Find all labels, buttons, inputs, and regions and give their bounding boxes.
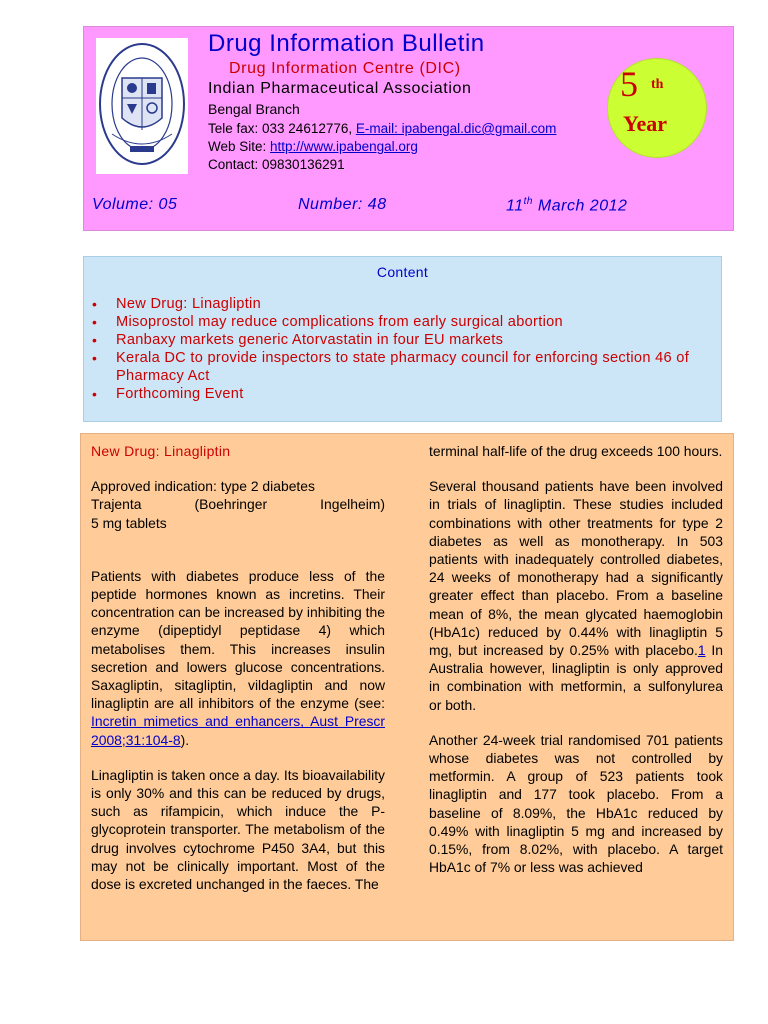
article-paragraph: Patients with diabetes produce less of the peptide hormones known as incretins. Their concentration can be increased by inhibiting the enzyme (dipeptidyl peptidase 4) which metabolises them. This increases insulin secretion and lowers glucose concentrations. Saxagliptin, sitagliptin, vildagliptin and now linagliptin are all inhibitors of the enzyme (see: Incretin mimetics and enhancers, Aust Prescr 2008;31:104-8). bbox=[91, 567, 385, 748]
article-paragraph: Linagliptin is taken once a day. Its bioavailability is only 30% and this can be reduced by drugs, such as rifampicin, which induce the P-glycoprotein transporter. The metabolism of the drug involves cytochrome P450 3A4, but this may not be clinically important. Most of the dose is excreted unchanged in the faeces. The bbox=[91, 766, 385, 893]
centre-name: Drug Information Centre (DIC) bbox=[229, 60, 461, 77]
reference-1-link[interactable]: 1 bbox=[697, 642, 706, 659]
association-seal-logo bbox=[96, 38, 188, 174]
brand-line: Trajenta (Boehringer Ingelheim) bbox=[91, 496, 385, 513]
article-paragraph: Another 24-week trial randomised 701 patients whose diabetes was not controlled by metformin. A group of 523 patients took linagliptin and 177 took placebo. From a baseline of 8.09%, the HbA1c reduced by 0.49% with linagliptin 5 mg and increased by 0.15%, from 8.02%, with placebo. A target HbA1c of 7% or less was achieved bbox=[429, 731, 723, 876]
article-left-column bbox=[91, 442, 385, 893]
contents-title: Content bbox=[376, 264, 429, 280]
fifth-year-badge bbox=[607, 58, 707, 158]
year-number: 5 bbox=[620, 64, 638, 104]
contents-item: • Kerala DC to provide inspectors to state pharmacy council for enforcing section 46 of Pharmacy Act bbox=[92, 349, 692, 385]
article-heading: New Drug: Linagliptin bbox=[91, 443, 231, 459]
issue-number: Number: 48 bbox=[298, 196, 387, 213]
contents-item: • Ranbaxy markets generic Atorvastatin in four EU markets bbox=[92, 331, 692, 349]
article-linagliptin bbox=[80, 433, 734, 941]
website-link[interactable]: http://www.ipabengal.org bbox=[270, 139, 418, 154]
bulletin-title: Drug Information Bulletin bbox=[208, 30, 485, 57]
contents-item: • Forthcoming Event bbox=[92, 385, 692, 403]
bulletin-header bbox=[83, 26, 734, 231]
article-right-column bbox=[429, 442, 723, 876]
contents-item: • New Drug: Linagliptin bbox=[92, 295, 692, 313]
contact-line: Contact: 09830136291 bbox=[208, 157, 345, 172]
branch-name: Bengal Branch bbox=[208, 101, 300, 117]
indication-line: Approved indication: type 2 diabetes bbox=[91, 478, 315, 495]
tablets-line: 5 mg tablets bbox=[91, 514, 167, 531]
year-suffix: th bbox=[651, 77, 664, 92]
volume: Volume: 05 bbox=[92, 196, 178, 213]
association-name: Indian Pharmaceutical Association bbox=[208, 80, 472, 97]
contents-item: • Misoprostol may reduce complications from early surgical abortion bbox=[92, 313, 692, 331]
incretin-reference-link[interactable]: Incretin mimetics and enhancers, Aust Prescr 2008;31:104-8 bbox=[91, 713, 385, 748]
year-word: Year bbox=[623, 111, 667, 136]
issue-date: 11th March 2012 bbox=[506, 196, 628, 215]
website-label: Web Site: bbox=[208, 139, 271, 154]
article-paragraph: terminal half-life of the drug exceeds 100 hours. bbox=[429, 443, 723, 459]
website-line bbox=[208, 139, 418, 154]
contents-box bbox=[83, 256, 722, 422]
email-link[interactable]: E-mail: ipabengal.dic@gmail.com bbox=[355, 121, 557, 136]
telefax: Tele fax: 033 24612776, bbox=[208, 121, 356, 136]
contents-list bbox=[92, 295, 692, 403]
telefax-email-line bbox=[208, 121, 556, 136]
article-paragraph: Several thousand patients have been involved in trials of linagliptin. These studies included combinations with other treatments for type 2 diabetes as well as monotherapy. In 503 patients with inadequately controlled diabetes, 24 weeks of monotherapy had a significantly greater effect than placebo. From a baseline mean of 8%, the mean glycated haemoglobin (HbA1c) reduced by 0.44% with linagliptin 5 mg, but increased by 0.25% with placebo.1 In Australia however, linagliptin is only approved in combination with metformin, a sulfonylurea or both. bbox=[429, 478, 723, 713]
